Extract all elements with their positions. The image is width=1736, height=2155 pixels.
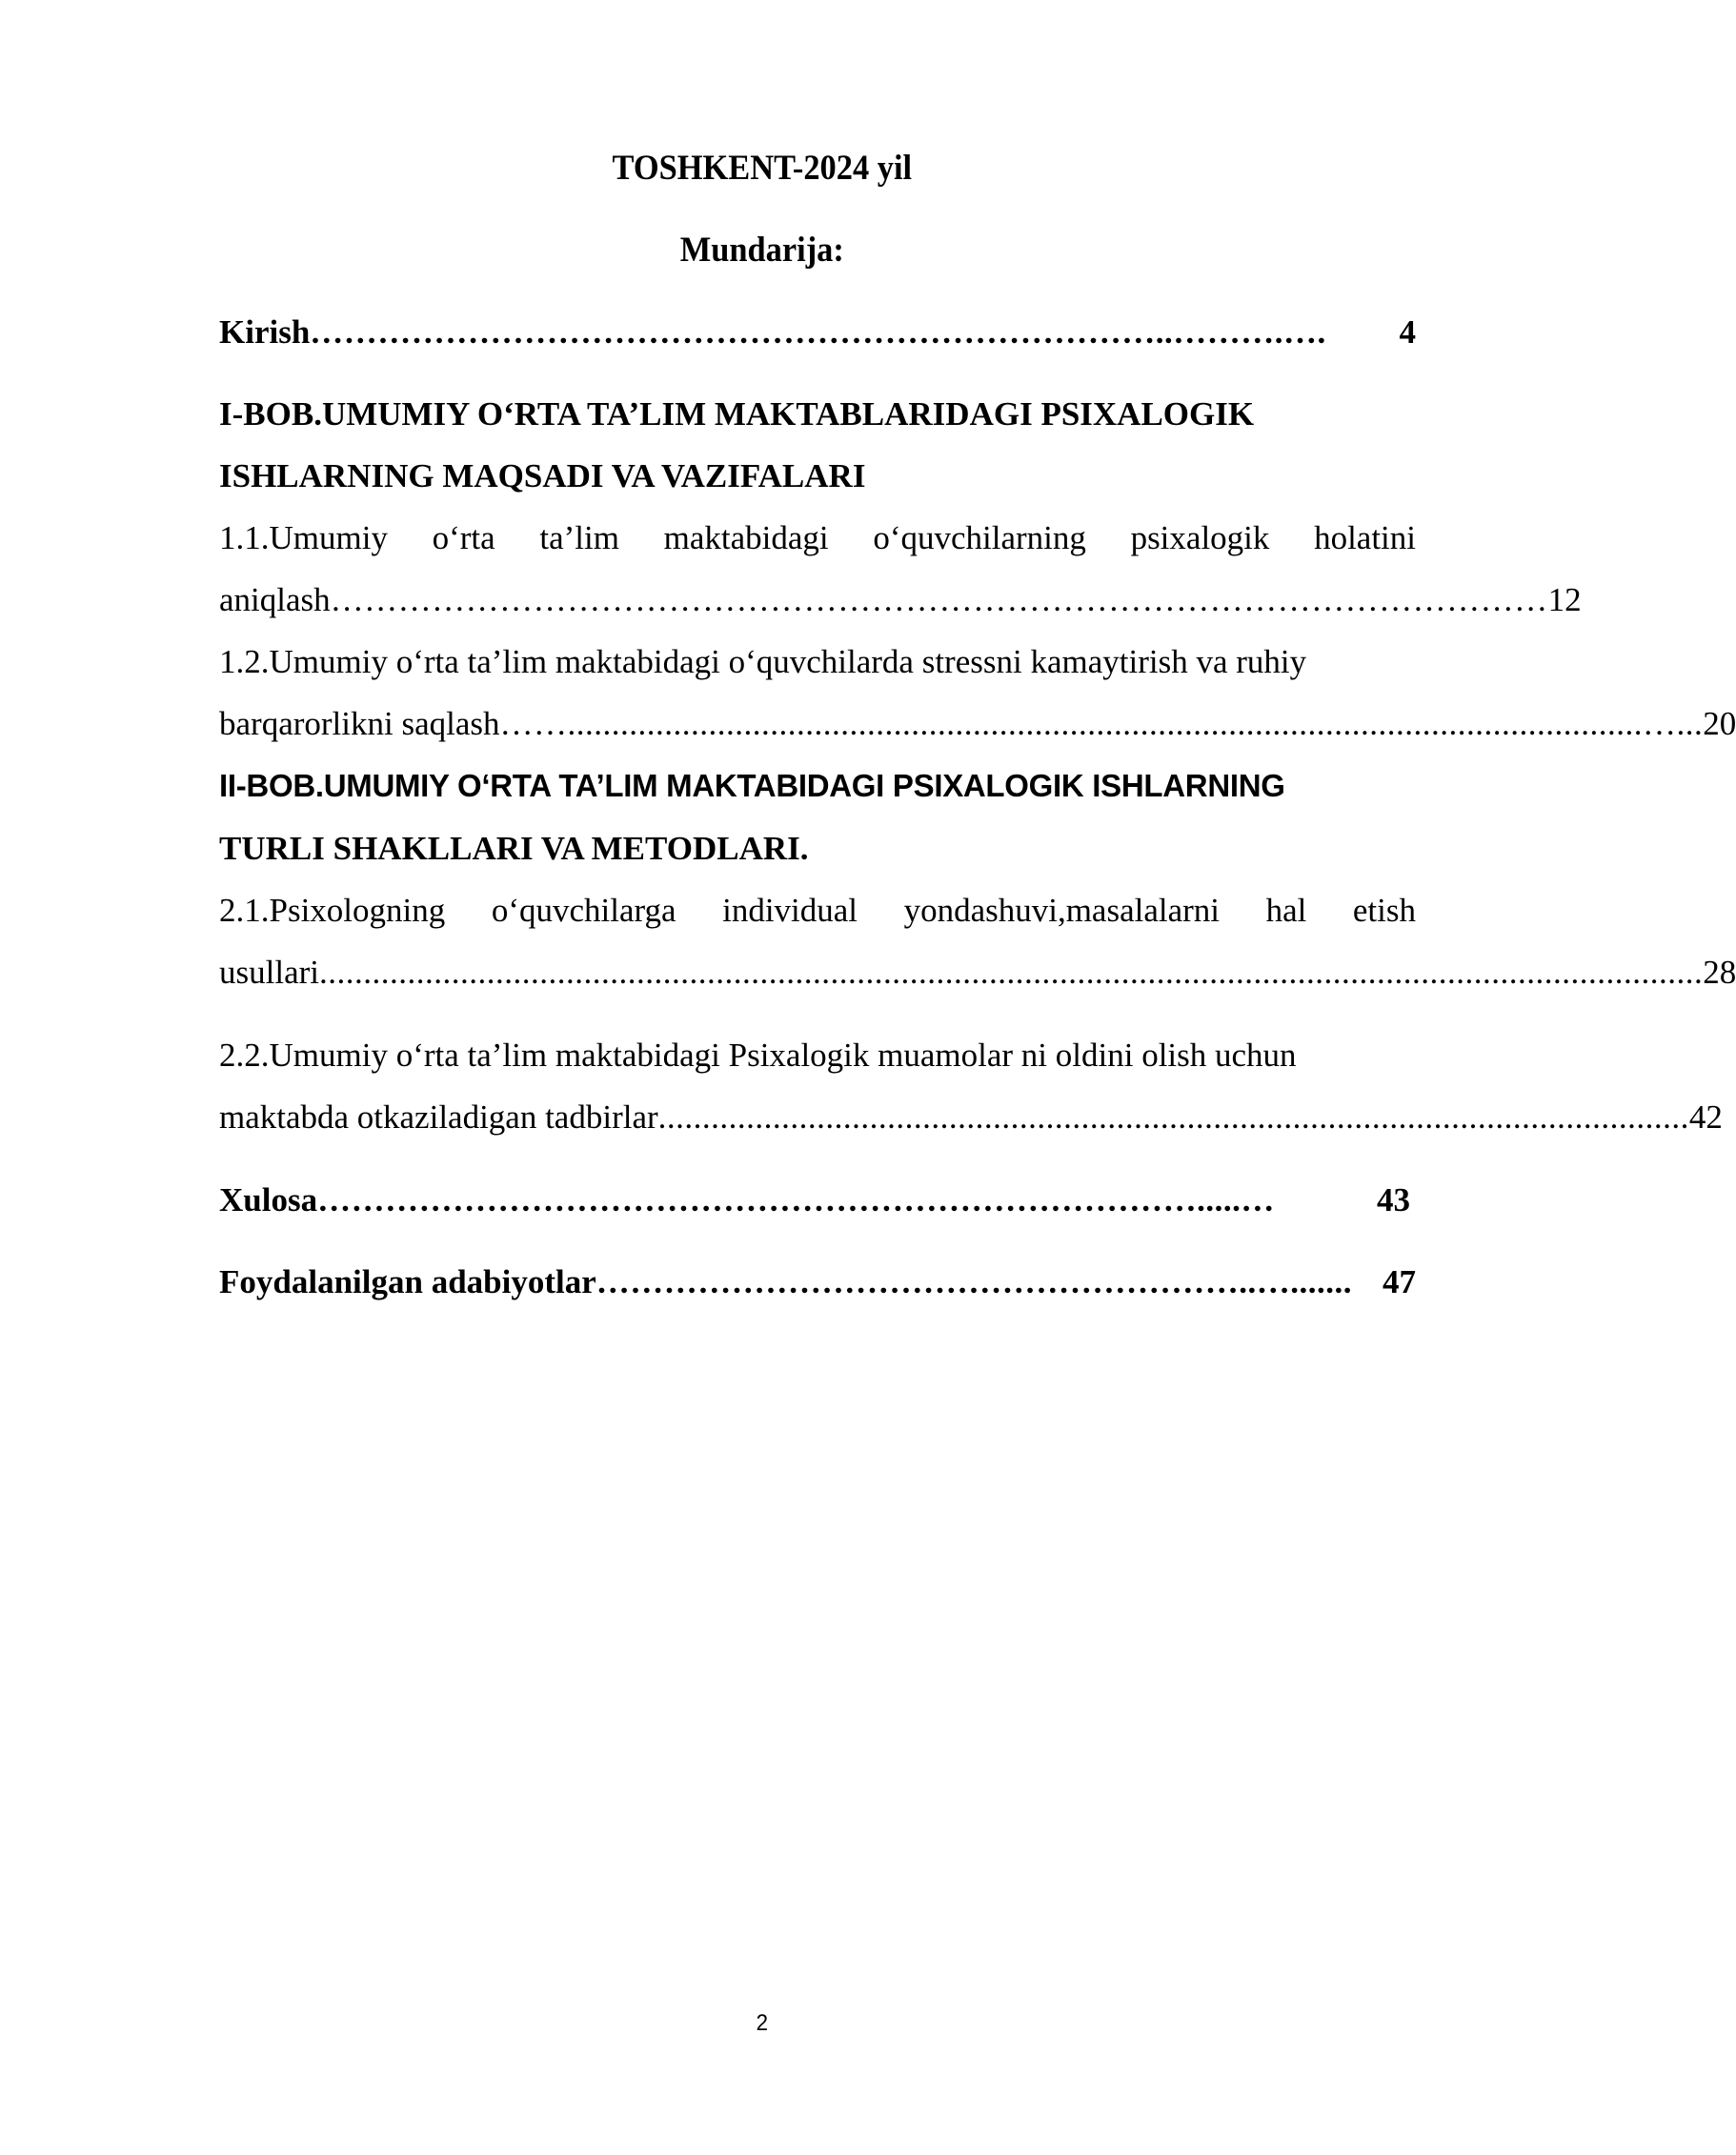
city-year-heading: TOSHKENT-2024 yil (612, 149, 913, 188)
toc-word: o‘quvchilarning (873, 519, 1086, 556)
toc-word: holatini (1314, 519, 1416, 556)
toc-page-number: 4 (1399, 313, 1416, 351)
toc-section-2-2-line-1[interactable]: 2.2.Umumiy o‘rta ta’lim maktabidagi Psixalogik muamolar ni oldini olish uchun (219, 1037, 1297, 1074)
toc-page-number: 47 (1383, 1263, 1416, 1300)
toc-leader-dots: ……………………………………………………………………………………………… (330, 581, 1548, 618)
toc-word: 2.1.Psixologning (219, 892, 446, 929)
toc-leader-dots: ............................................................................................................................................................. (318, 954, 1704, 991)
toc-page-number: 42 (1688, 1098, 1723, 1136)
toc-word: maktabidagi (663, 519, 829, 556)
toc-section-1-2-line-2[interactable] (219, 705, 1736, 742)
toc-section-1-2-line-1[interactable]: 1.2.Umumiy o‘rta ta’lim maktabidagi o‘quvchilarda stressni kamaytirish va ruhiy (219, 643, 1307, 680)
toc-page-number: 28 (1703, 954, 1736, 991)
toc-page-number: 43 (1377, 1181, 1410, 1218)
toc-entry-label: aniqlash (219, 581, 331, 618)
toc-leader-dots: ……..........................................................................................................................…... (499, 705, 1704, 742)
toc-word: o‘quvchilarga (491, 892, 676, 929)
toc-title: Mundarija: (679, 231, 844, 270)
toc-word: etish (1352, 892, 1416, 929)
toc-section-2-2-line-2[interactable] (219, 1098, 1723, 1136)
toc-page-number: 12 (1547, 581, 1582, 618)
toc-entry-label: Xulosa (219, 1181, 318, 1218)
toc-page-number: 20 (1703, 705, 1736, 742)
toc-leader-dots: …………………………………………………………………..……….…. (310, 313, 1326, 351)
toc-word: o‘rta (432, 519, 495, 556)
toc-word: psixalogik (1130, 519, 1270, 556)
toc-word: hal (1265, 892, 1307, 929)
toc-leader-dots: …………………………………………………………………….....… (317, 1181, 1275, 1218)
toc-entry-label: usullari (219, 954, 319, 991)
page-number: 2 (756, 2010, 769, 2036)
toc-section-2-1-line-1[interactable] (219, 894, 1416, 927)
toc-entry-xulosa[interactable] (219, 1183, 1410, 1217)
toc-word: yondashuvi,masalalarni (903, 892, 1221, 929)
toc-chapter-2-line-1[interactable]: II-BOB.UMUMIY O‘RTA TA’LIM MAKTABIDAGI PSIXALOGIK ISHLARNING (219, 768, 1285, 803)
toc-entry-label: maktabda otkaziladigan tadbirlar (219, 1098, 658, 1136)
toc-section-1-1-line-1[interactable] (219, 521, 1416, 554)
toc-entry-label: Foydalanilgan adabiyotlar (219, 1263, 596, 1300)
toc-leader-dots: ..................................................................................................................... (657, 1098, 1689, 1136)
toc-entry-label: Kirish (219, 313, 311, 351)
toc-section-2-1-line-2[interactable] (219, 954, 1736, 991)
toc-entry-adabiyotlar[interactable] (219, 1265, 1416, 1299)
toc-chapter-1-line-1[interactable]: I-BOB.UMUMIY O‘RTA TA’LIM MAKTABLARIDAGI PSIXALOGIK (219, 395, 1255, 433)
toc-leader-dots: …………………………………………………..…....... (595, 1263, 1353, 1300)
toc-entry-kirish[interactable] (219, 315, 1416, 349)
toc-chapter-1-line-2[interactable]: ISHLARNING MAQSADI VA VAZIFALARI (219, 457, 866, 494)
toc-entry-label: barqarorlikni saqlash (219, 705, 500, 742)
toc-word: 1.1.Umumiy (219, 519, 388, 556)
toc-section-1-1-line-2[interactable] (219, 581, 1582, 618)
toc-word: individual (722, 892, 858, 929)
toc-chapter-2-line-2[interactable]: TURLI SHAKLLARI VA METODLARI. (219, 830, 809, 867)
toc-word: ta’lim (539, 519, 619, 556)
